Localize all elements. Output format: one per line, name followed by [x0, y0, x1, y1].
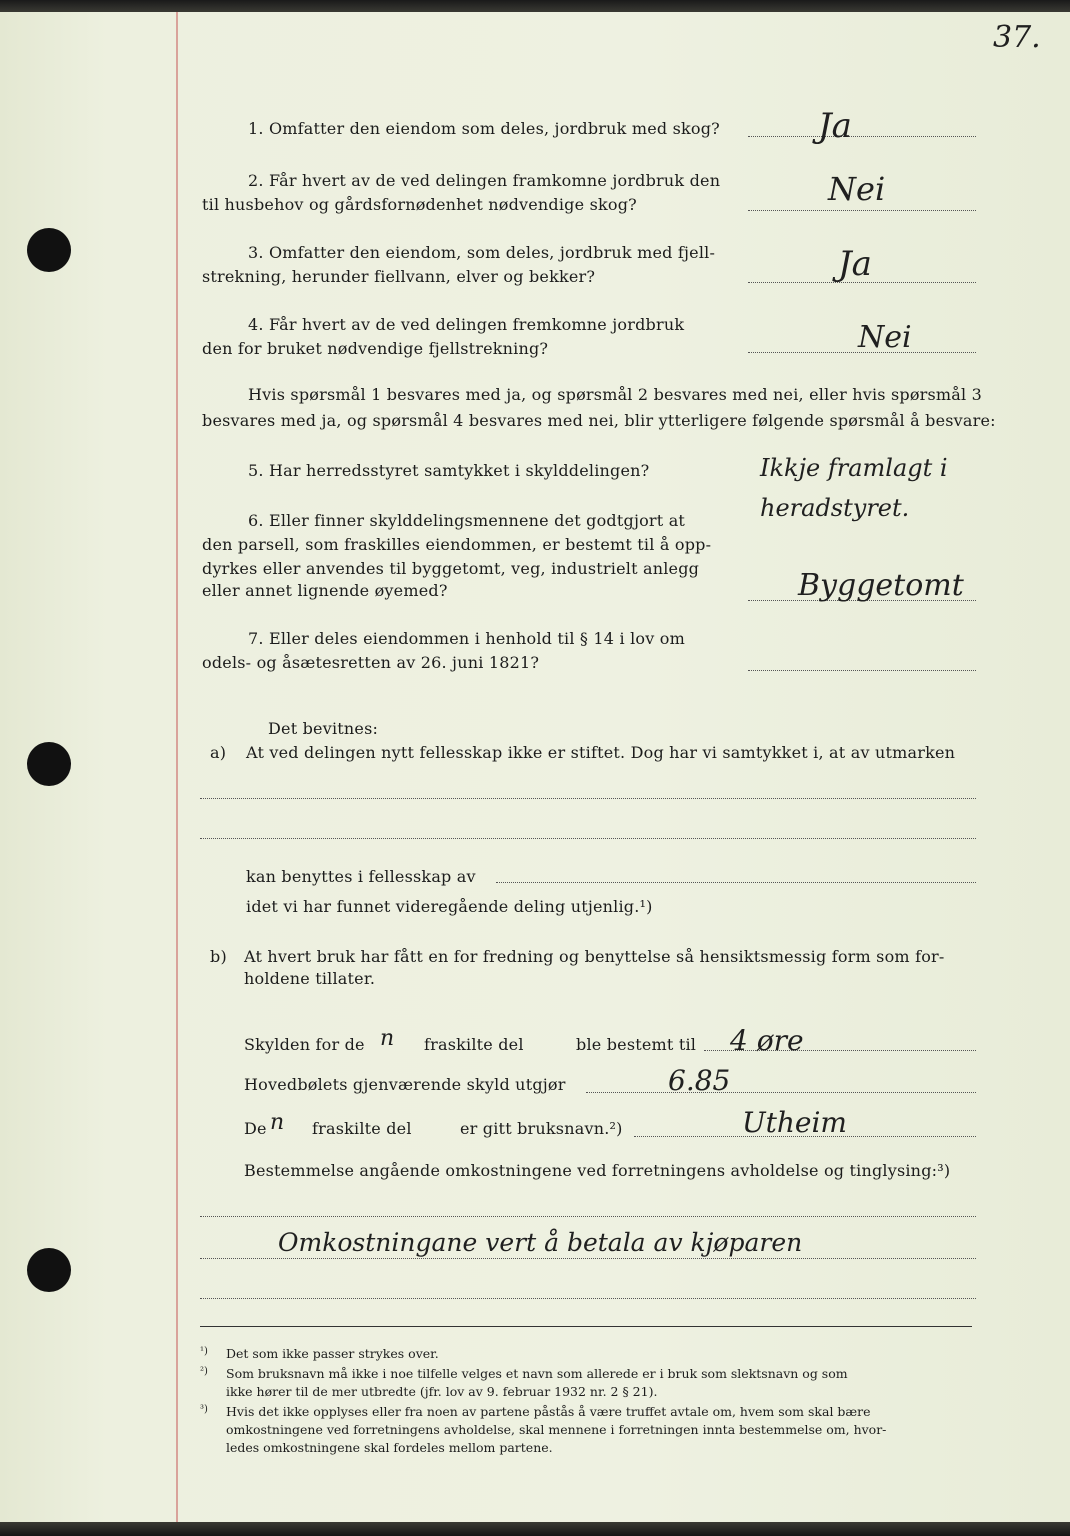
question-text: Omfatter den eiendom som deles, jordbruk med skog?: [268, 119, 720, 138]
question-2-line-2: til husbehov og gårdsfornødenhet nødvendige skog?: [202, 195, 637, 214]
question-text: Omfatter den eiendom, som deles, jordbruk med fjell-: [268, 243, 716, 262]
question-text: Eller deles eiendommen i henhold til § 14 i lov om: [268, 629, 685, 648]
question-text: Eller finner skylddelingsmennene det godtgjort at: [268, 511, 686, 530]
question-1: [248, 118, 720, 140]
question-6-line-2: den parsell, som fraskilles eiendommen, er bestemt til å opp-: [202, 535, 712, 554]
costs-value: Omkostningane vert å betala av kjøparen: [278, 1228, 803, 1257]
blank-line: [496, 882, 976, 883]
blank-line: [200, 1258, 976, 1259]
answer-3: Ja: [838, 244, 872, 284]
name-value: Utheim: [742, 1106, 847, 1139]
shared-suffix: idet vi har funnet videregående deling utjenlig.¹): [246, 897, 653, 916]
scan-bottom-edge: [0, 1522, 1070, 1536]
footnote-2-line-2: ikke hører til de mer utbredte (jfr. lov av 9. februar 1932 nr. 2 § 21).: [226, 1384, 658, 1399]
skyld-prefix: Skylden for de: [244, 1035, 365, 1054]
answer-line: [748, 136, 976, 137]
answer-2: Nei: [828, 170, 886, 208]
question-6-line-3: dyrkes eller anvendes til byggetomt, veg, industrielt anlegg: [202, 559, 700, 578]
footnote-3-mark: ³): [200, 1404, 208, 1415]
footnote-3-line-1: Hvis det ikke opplyses eller fra noen av partene påstås å være truffet avtale om, hvem som skal bære: [226, 1404, 871, 1419]
question-6-line-4: eller annet lignende øyemed?: [202, 581, 448, 600]
skyld-value: 4 øre: [730, 1024, 804, 1057]
answer-6: Byggetomt: [798, 568, 964, 603]
item-b-label: b): [210, 947, 227, 966]
answer-line: [748, 670, 976, 671]
costs-label: Bestemmelse angående omkostningene ved forretningens avholdelse og tinglysing:³): [244, 1161, 951, 1180]
blank-line: [200, 1298, 976, 1299]
question-7-line-2: odels- og åsætesretten av 26. juni 1821?: [202, 653, 540, 672]
question-number: 5.: [248, 461, 264, 480]
shared-prefix: kan benyttes i fellesskap av: [246, 867, 476, 886]
question-number: 3.: [248, 243, 264, 262]
question-number: 4.: [248, 315, 264, 334]
footnote-2-mark: ²): [200, 1366, 208, 1377]
question-number: 2.: [248, 171, 264, 190]
footnote-2-line-1: Som bruksnavn må ikke i noe tilfelle velges et navn som allerede er i bruk som slektsnavn og som: [226, 1366, 848, 1381]
question-4-line-2: den for bruket nødvendige fjellstrekning?: [202, 339, 549, 358]
attestation-heading: Det bevitnes:: [268, 719, 379, 738]
value-line: [586, 1092, 976, 1093]
item-b-line-1: At hvert bruk har fått en for fredning og benyttelse så hensiktsmessig form som for-: [244, 947, 945, 966]
name-handwritten: n: [270, 1110, 285, 1135]
punch-hole: [27, 228, 71, 272]
remaining-value: 6.85: [668, 1064, 731, 1097]
question-number: 7.: [248, 629, 264, 648]
question-4: [248, 314, 684, 336]
item-b-line-2: holdene tillater.: [244, 969, 376, 988]
blank-line: [200, 798, 976, 799]
scan-top-edge: [0, 0, 1070, 12]
remaining-label: Hovedbølets gjenværende skyld utgjør: [244, 1075, 566, 1094]
question-5: [248, 460, 649, 482]
footnote-1-line-1: Det som ikke passer strykes over.: [226, 1346, 439, 1361]
answer-1: Ja: [818, 106, 852, 146]
name-prefix: De: [244, 1119, 267, 1138]
question-2: [248, 170, 720, 192]
answer-4: Nei: [858, 320, 912, 355]
page-number: 37.: [993, 20, 1041, 55]
skyld-end: ble bestemt til: [576, 1035, 697, 1054]
blank-line: [200, 838, 976, 839]
condition-line-2: besvares med ja, og spørsmål 4 besvares med nei, blir ytterligere følgende spørsmål å besvare:: [202, 411, 996, 430]
question-3-line-2: strekning, herunder fiellvann, elver og bekker?: [202, 267, 596, 286]
skyld-handwritten: n: [380, 1026, 395, 1051]
question-text: Har herredsstyret samtykket i skylddelingen?: [268, 461, 650, 480]
blank-line: [200, 1216, 976, 1217]
punch-hole: [27, 1248, 71, 1292]
footnote-3-line-3: ledes omkostningene skal fordeles mellom partene.: [226, 1440, 553, 1455]
name-mid: fraskilte del: [312, 1119, 412, 1138]
answer-line: [748, 210, 976, 211]
footnote-3-line-2: omkostningene ved forretningens avholdelse, skal mennene i forretningen innta bestemmelse om, hvor-: [226, 1422, 887, 1437]
name-end: er gitt bruksnavn.²): [460, 1119, 623, 1138]
question-number: 1.: [248, 119, 264, 138]
question-6: [248, 510, 685, 532]
answer-5: Ikkje framlagt i heradstyret.: [760, 454, 948, 522]
question-text: Får hvert av de ved delingen framkomne jordbruk den: [268, 171, 721, 190]
punch-hole: [27, 742, 71, 786]
footnote-separator: [200, 1326, 972, 1327]
question-7: [248, 628, 685, 650]
footnote-1-mark: ¹): [200, 1346, 208, 1357]
item-a-label: a): [210, 743, 227, 762]
skyld-mid: fraskilte del: [424, 1035, 524, 1054]
question-3: [248, 242, 715, 264]
question-number: 6.: [248, 511, 264, 530]
margin-line: [176, 12, 178, 1522]
condition-line-1: Hvis spørsmål 1 besvares med ja, og spørsmål 2 besvares med nei, eller hvis spørsmål 3: [248, 385, 983, 404]
item-a-text: At ved delingen nytt fellesskap ikke er stiftet. Dog har vi samtykket i, at av utmarken: [246, 743, 956, 762]
question-text: Får hvert av de ved delingen fremkomne jordbruk: [268, 315, 685, 334]
